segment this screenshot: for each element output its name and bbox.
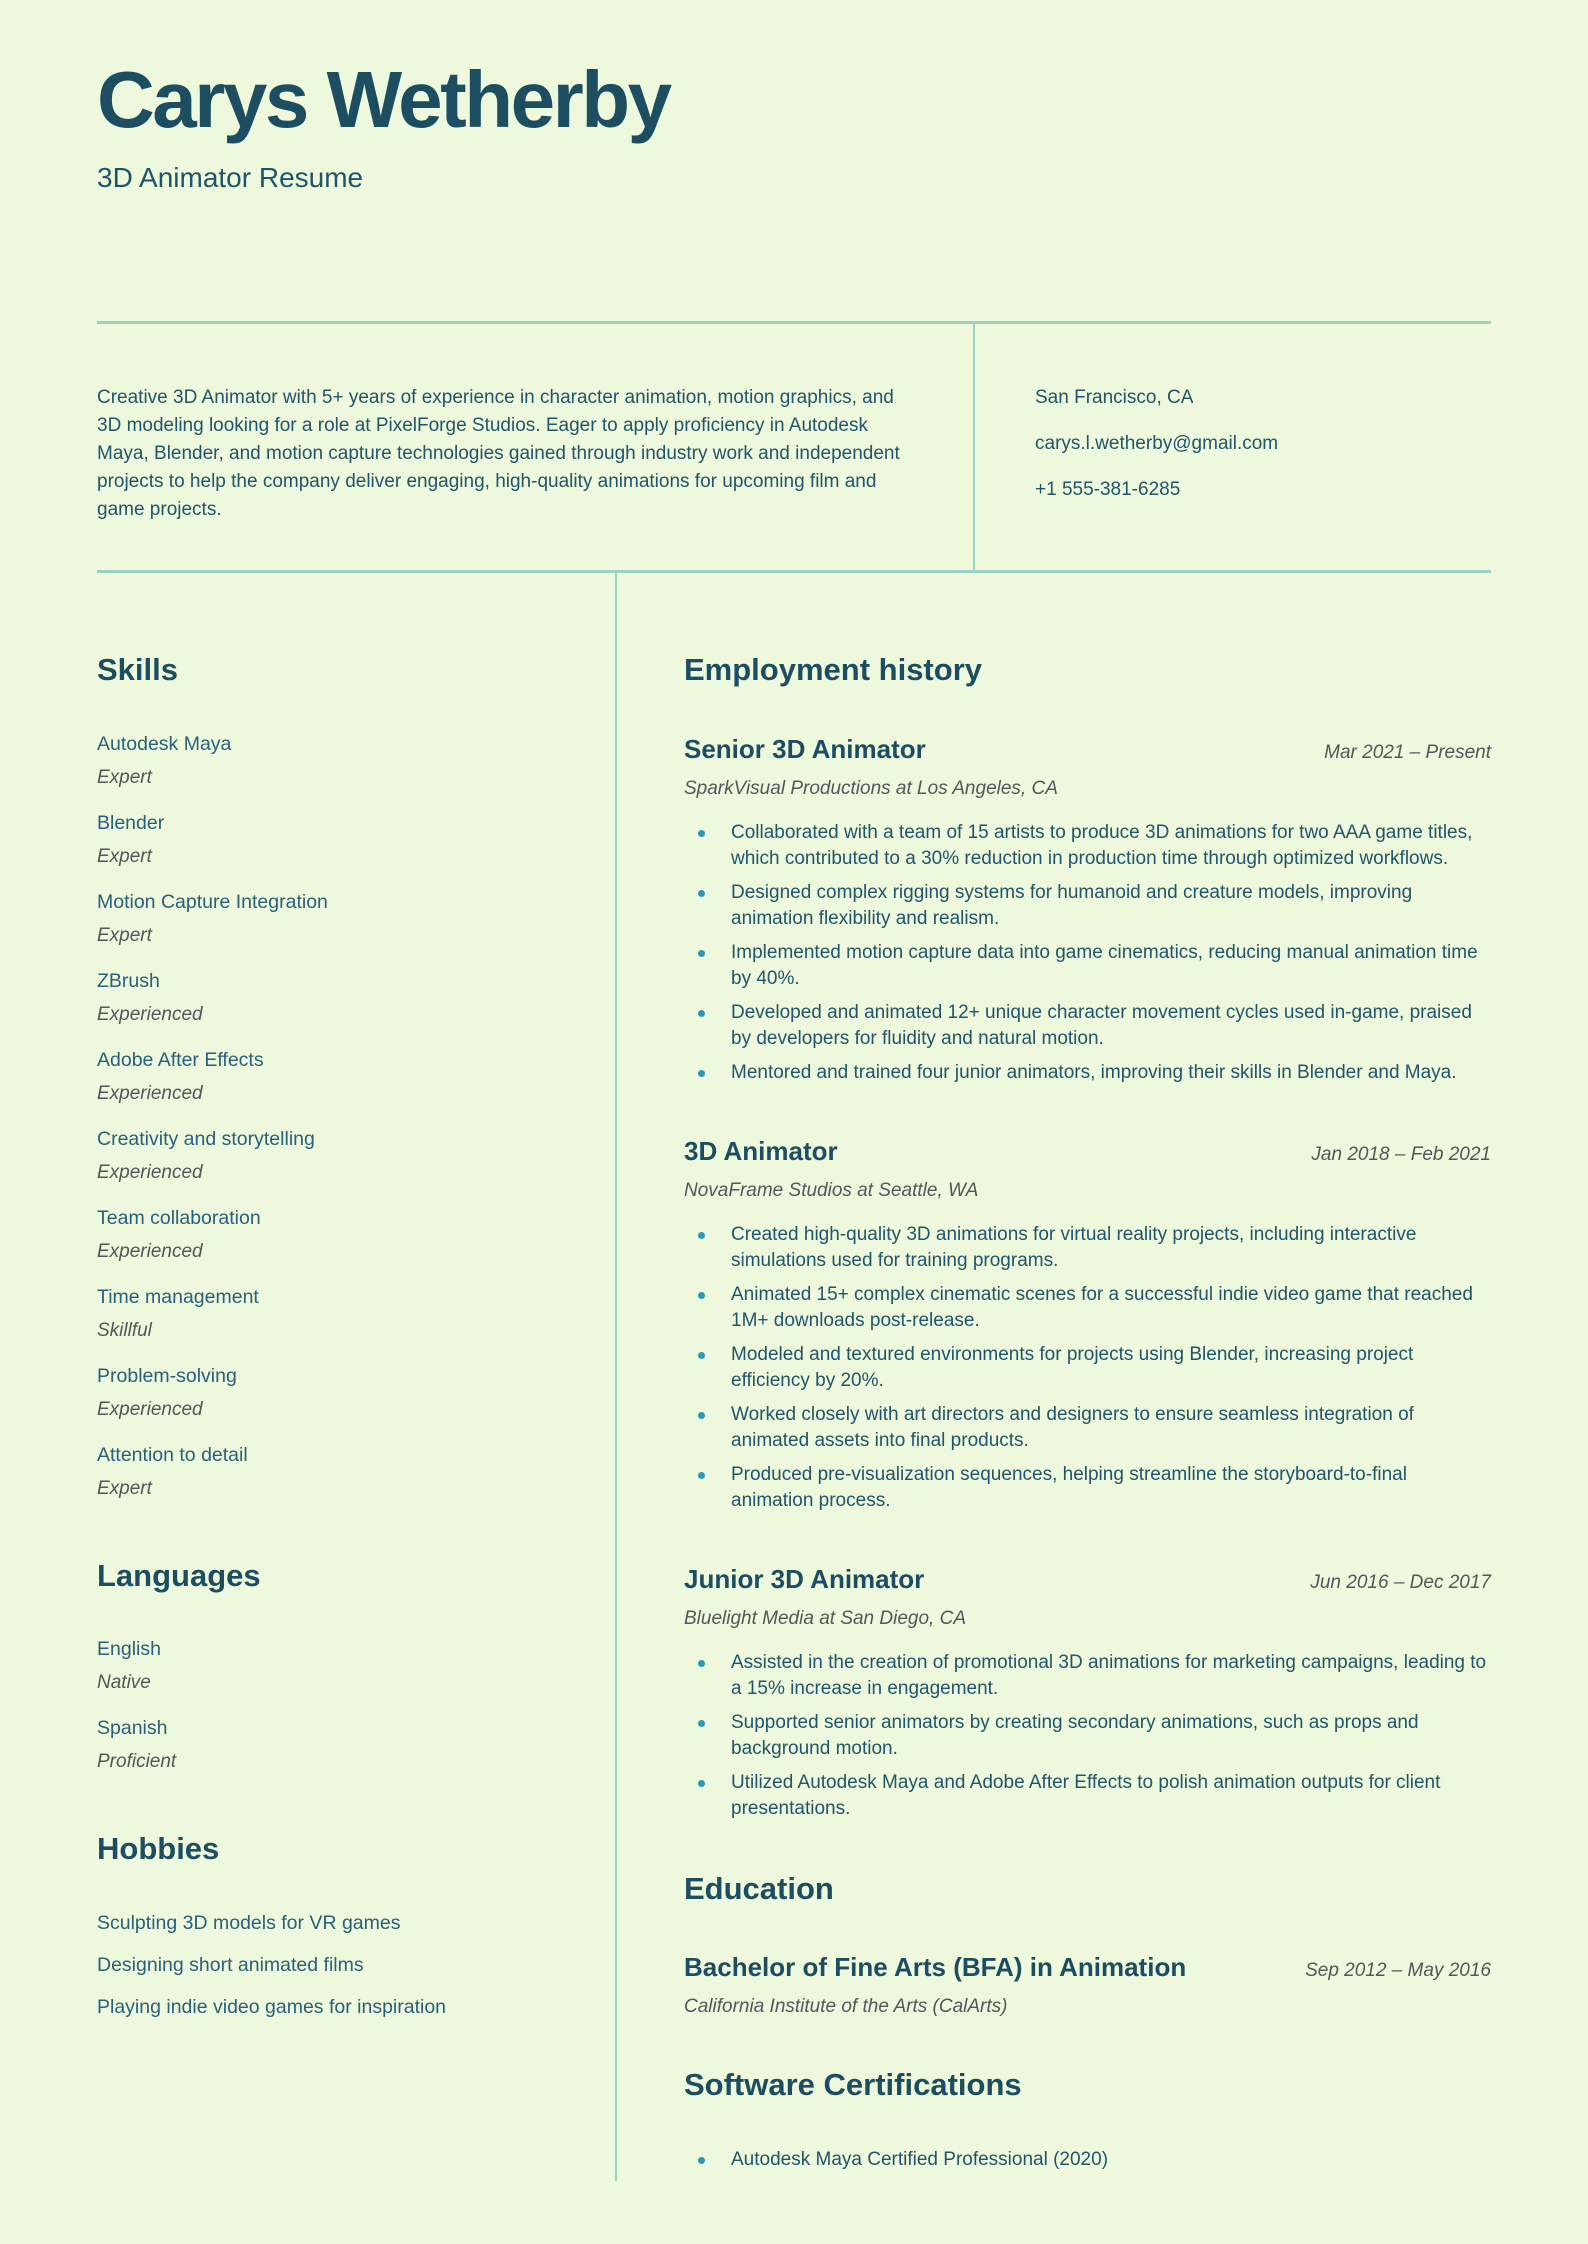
skill-name: ZBrush (97, 969, 160, 992)
bullet-icon (698, 1292, 705, 1299)
job-company: Bluelight Media at San Diego, CA (684, 1607, 966, 1629)
skill-level: Expert (97, 924, 152, 946)
skill-level: Expert (97, 1477, 152, 1499)
skill-level: Skillful (97, 1319, 152, 1341)
resume-subtitle: 3D Animator Resume (97, 162, 364, 194)
skill-level: Experienced (97, 1240, 203, 1262)
skill-item (97, 811, 571, 869)
skill-name: Team collaboration (97, 1206, 261, 1229)
contact-phone: +1 555-381-6285 (1035, 478, 1181, 500)
bullet-text: Created high-quality 3D animations for virtual reality projects, including interactive simulations used for training programs. (731, 1223, 1417, 1271)
bullet-text: Modeled and textured environments for projects using Blender, increasing project efficiency by 20%. (731, 1343, 1414, 1391)
bullet-item (684, 1650, 1491, 1702)
language-level: Native (97, 1672, 151, 1694)
bullet-item (684, 1000, 1491, 1052)
bullet-icon (698, 1070, 705, 1077)
languages-section (97, 1557, 571, 1775)
bullet-text: Collaborated with a team of 15 artists to produce 3D animations for two AAA game titles, which contributed to a 30% reduction in production time through optimized workflows. (731, 821, 1473, 869)
employment-heading: Employment history (684, 651, 982, 687)
bullet-icon (698, 1352, 705, 1359)
job-bullets (684, 820, 1491, 1086)
job-entry (684, 1562, 1491, 1822)
main-column (617, 573, 1491, 2181)
person-name: Carys Wetherby (97, 55, 670, 144)
skill-item (97, 1206, 571, 1264)
language-item (97, 1637, 571, 1695)
job-title: Senior 3D Animator (684, 733, 926, 764)
bullet-icon (698, 1720, 705, 1727)
bullet-item (684, 1222, 1491, 1274)
bullet-text: Produced pre-visualization sequences, helping streamline the storyboard-to-final animation process. (731, 1463, 1407, 1511)
education-header (684, 1950, 1491, 1984)
skill-item (97, 732, 571, 790)
hobby-item: Designing short animated films (97, 1954, 364, 1977)
skill-item (97, 1364, 571, 1422)
bullet-text: Developed and animated 12+ unique character movement cycles used in-game, praised by developers for fluidity and natural motion. (731, 1001, 1472, 1049)
hobby-item: Sculpting 3D models for VR games (97, 1912, 401, 1935)
skill-item (97, 1127, 571, 1185)
skills-heading: Skills (97, 651, 178, 687)
job-bullets (684, 1650, 1491, 1822)
bullet-text: Mentored and trained four junior animators, improving their skills in Blender and Maya. (731, 1061, 1457, 1083)
job-header (684, 1134, 1491, 1168)
sidebar (97, 573, 617, 2181)
skill-item (97, 1048, 571, 1106)
bullet-icon (698, 950, 705, 957)
skill-level: Expert (97, 845, 152, 867)
education-heading: Education (684, 1870, 834, 1906)
contact-location: San Francisco, CA (1035, 386, 1194, 408)
hobby-item: Playing indie video games for inspiration (97, 1996, 447, 2019)
job-dates: Jun 2016 – Dec 2017 (1310, 1571, 1491, 1593)
summary-band (97, 321, 1491, 573)
language-level: Proficient (97, 1751, 177, 1773)
skill-level: Experienced (97, 1082, 203, 1104)
contact-email: carys.l.wetherby@gmail.com (1035, 432, 1279, 454)
job-entry (684, 732, 1491, 1086)
bullet-item (684, 1060, 1491, 1086)
bullet-icon (698, 2157, 705, 2164)
job-title: 3D Animator (684, 1135, 838, 1166)
degree-title: Bachelor of Fine Arts (BFA) in Animation (684, 1952, 1187, 1983)
language-name: Spanish (97, 1717, 168, 1740)
bullet-item (684, 1462, 1491, 1514)
bullet-icon (698, 1472, 705, 1479)
header (97, 55, 1491, 195)
skill-item (97, 1285, 571, 1343)
bullet-text: Animated 15+ complex cinematic scenes for a successful indie video game that reached 1M+ downloads post-release. (731, 1283, 1473, 1331)
certifications-section (684, 2066, 1491, 2173)
skill-name: Blender (97, 811, 165, 834)
bullet-text: Utilized Autodesk Maya and Adobe After Effects to polish animation outputs for client presentations. (731, 1771, 1441, 1819)
bullet-text: Supported senior animators by creating secondary animations, such as props and background motion. (731, 1711, 1419, 1759)
bullet-icon (698, 1412, 705, 1419)
job-entry (684, 1134, 1491, 1514)
skills-section (97, 651, 571, 1501)
bullet-text: Implemented motion capture data into game cinematics, reducing manual animation time by 40%. (731, 941, 1478, 989)
skill-name: Problem-solving (97, 1364, 237, 1387)
skill-name: Creativity and storytelling (97, 1127, 315, 1150)
languages-heading: Languages (97, 1557, 261, 1593)
bullet-text: Worked closely with art directors and designers to ensure seamless integration of animated assets into final products. (731, 1403, 1414, 1451)
bullet-icon (698, 1660, 705, 1667)
skill-name: Motion Capture Integration (97, 890, 328, 913)
education-section (684, 1870, 1491, 2021)
skill-level: Experienced (97, 1003, 203, 1025)
bullet-item (684, 820, 1491, 872)
job-bullets (684, 1222, 1491, 1514)
employment-section (684, 651, 1491, 1822)
skill-level: Experienced (97, 1398, 203, 1420)
job-header (684, 732, 1491, 766)
certification-list (684, 2147, 1491, 2173)
bullet-icon (698, 1780, 705, 1787)
bullet-item (684, 880, 1491, 932)
job-company: SparkVisual Productions at Los Angeles, CA (684, 777, 1058, 799)
skill-item (97, 969, 571, 1027)
certification-item (684, 2147, 1491, 2173)
job-header (684, 1562, 1491, 1596)
summary-text: Creative 3D Animator with 5+ years of experience in character animation, motion graphics, and 3D modeling looking for a role at PixelForge Studios. Eager to apply proficiency in Autodesk Maya, Blender, and motion capture technologies gained through industry work and independent projects to help the company deliver engaging, high-quality animations for upcoming film and game projects. (97, 386, 900, 520)
bullet-item (684, 1342, 1491, 1394)
certification-text: Autodesk Maya Certified Professional (2020) (731, 2149, 1109, 2171)
skill-level: Experienced (97, 1161, 203, 1183)
hobbies-heading: Hobbies (97, 1831, 220, 1867)
job-dates: Mar 2021 – Present (1324, 741, 1491, 763)
school-name: California Institute of the Arts (CalArts) (684, 1996, 1008, 2018)
bullet-icon (698, 1232, 705, 1239)
bullet-icon (698, 1010, 705, 1017)
skill-level: Expert (97, 766, 152, 788)
bullet-text: Designed complex rigging systems for humanoid and creature models, improving animation flexibility and realism. (731, 881, 1413, 929)
skill-item (97, 1443, 571, 1501)
bullet-icon (698, 830, 705, 837)
body-columns (97, 573, 1491, 2181)
bullet-icon (698, 890, 705, 897)
bullet-item (684, 1710, 1491, 1762)
job-company: NovaFrame Studios at Seattle, WA (684, 1179, 979, 1201)
language-item (97, 1716, 571, 1774)
education-dates: Sep 2012 – May 2016 (1305, 1960, 1491, 1982)
certifications-heading: Software Certifications (684, 2067, 1022, 2103)
bullet-item (684, 1402, 1491, 1454)
summary-column (97, 324, 975, 570)
skill-name: Attention to detail (97, 1443, 248, 1466)
bullet-item (684, 1770, 1491, 1822)
contact-column (975, 324, 1278, 570)
skill-name: Time management (97, 1285, 259, 1308)
skill-name: Autodesk Maya (97, 732, 232, 755)
bullet-item (684, 1282, 1491, 1334)
job-dates: Jan 2018 – Feb 2021 (1311, 1143, 1491, 1165)
bullet-item (684, 940, 1491, 992)
hobbies-section (97, 1830, 571, 2020)
skill-item (97, 890, 571, 948)
bullet-text: Assisted in the creation of promotional 3D animations for marketing campaigns, leading to a 15% increase in engagement. (731, 1651, 1487, 1699)
skill-name: Adobe After Effects (97, 1048, 264, 1071)
language-name: English (97, 1638, 161, 1661)
job-title: Junior 3D Animator (684, 1563, 925, 1594)
